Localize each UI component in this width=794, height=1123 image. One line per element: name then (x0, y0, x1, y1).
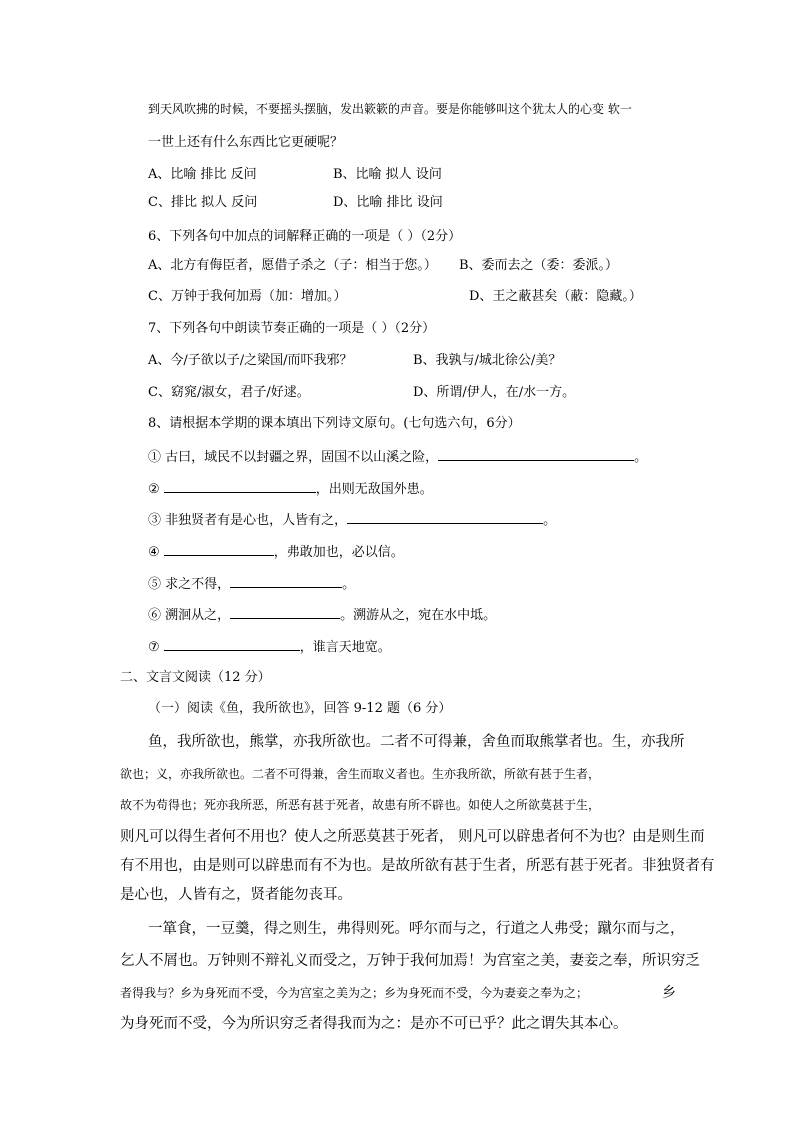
item-number: ③ (148, 513, 162, 528)
q7-option-c: C、窈窕/淑女，君子/好逑。 (148, 385, 310, 400)
q6-option-b: B、委而去之（委：委派。） (459, 258, 619, 273)
q7-stem: 7、下列各句中朗读节奏正确的一项是（ ）（2分） (148, 321, 436, 336)
passage-line: 鱼，我所欲也，熊掌，亦我所欲也。二者不可得兼，舍鱼而取熊掌者也。生，亦我所 (148, 734, 685, 750)
passage-line: 一箪食，一豆羹，得之则生，弗得则死。呼尔而与之，行道之人弗受；蹴尔而与之， (148, 921, 685, 937)
item-number: ⑦ (148, 640, 160, 655)
item-number: ② (148, 482, 160, 497)
q6-stem: 6、下列各句中加点的词解释正确的一项是（ ）（2分） (148, 229, 462, 244)
passage-line: 者得我与？乡为身死而不受，今为宫室之美为之；乡为身死而不受，今为妻妾之奉为之； (120, 986, 589, 1000)
passage-line: 故不为苟得也；死亦我所恶，所恶有甚于死者，故患有所不辟也。如使人之所欲莫甚于生， (120, 798, 601, 812)
passage-line: 欲也；义，亦我所欲也。二者不可得兼，舍生而取义者也。生亦我所欲，所欲有甚于生者， (120, 767, 601, 781)
item-number: ① (148, 450, 162, 465)
passage-line: 是心也，人皆有之，贤者能勿丧耳。 (120, 887, 352, 903)
q8-item-4 (148, 543, 404, 561)
q8-item-2 (148, 480, 433, 498)
item-number: ⑤ (148, 577, 162, 592)
q8-item-1 (148, 448, 647, 466)
passage-line: 则凡可以得生者何不用也？使人之所恶莫甚于死者， 则凡可以辟患者何不为也？由是则生而 (120, 829, 705, 845)
passage-line: 有不用也，由是则可以辟患而有不为也。是故所欲有甚于生者，所恶有甚于死者。非独贤者有 (120, 858, 715, 874)
q8-item-5 (148, 575, 355, 593)
q8-item-6 (148, 606, 496, 624)
item-number: ⑥ (148, 608, 162, 623)
item-text-after: 。 (634, 450, 648, 465)
item-text-after: 。 (543, 513, 557, 528)
answer-blank[interactable] (438, 448, 634, 461)
q5-option-b: B、比喻 拟人 设问 (333, 167, 442, 182)
passage-line: 乡 (662, 985, 676, 1001)
item-text-before: 非独贤者有是心也，人皆有之， (161, 513, 348, 528)
q5-line1: 到天风吹拂的时候，不要摇头摆脑，发出簌簌的声音。要是你能够叫这个犹太人的心变 软一 (148, 102, 632, 116)
q7-option-b: B、我孰与/城北徐公/美？ (413, 353, 562, 368)
q7-option-d: D、所谓/伊人，在/水一方。 (413, 385, 576, 400)
item-text-after: 。 (342, 577, 356, 592)
answer-blank[interactable] (230, 575, 342, 588)
q6-option-a: A、北方有侮臣者，愿借子杀之（子：相当于您。） (148, 258, 437, 273)
item-text-after: ，出则无敌国外患。 (315, 482, 433, 497)
answer-blank[interactable] (347, 511, 543, 524)
item-text-before: 古曰，域民不以封疆之界，固国不以山溪之险， (161, 450, 439, 465)
item-text-after: 。溯游从之，宛在水中坻。 (340, 608, 497, 623)
q5-option-c: C、排比 拟人 反问 (148, 195, 258, 210)
q8-item-3 (148, 511, 556, 529)
section-subtitle: （一）阅读《鱼，我所欲也》，回答 9-12 题（6 分） (148, 701, 452, 716)
q6-option-d: D、王之蔽甚矣（蔽：隐藏。） (469, 289, 642, 304)
answer-blank[interactable] (230, 606, 340, 619)
answer-blank[interactable] (164, 543, 274, 556)
section-title: 二、文言文阅读（12 分） (120, 670, 271, 685)
q6-option-c: C、万钟于我何加焉（加：增加。） (148, 289, 347, 304)
answer-blank[interactable] (164, 480, 316, 493)
answer-blank[interactable] (164, 638, 300, 651)
passage-line: 乞人不屑也。万钟则不辩礼义而受之，万钟于我何加焉！为宫室之美，妻妾之奉，所识穷乏 (120, 953, 700, 969)
item-text-after: ，谁言天地宽。 (299, 640, 391, 655)
q7-option-a: A、今/子欲以子/之梁国/而吓我邪？ (148, 353, 353, 368)
q8-item-7 (148, 638, 391, 656)
q5-option-d: D、比喻 排比 设问 (333, 195, 443, 210)
item-text-before: 溯洄从之， (161, 608, 231, 623)
passage-line: 为身死而不受，今为所识穷乏者得我而为之：是亦不可已乎？此之谓失其本心。 (120, 1016, 628, 1032)
item-text-after: ，弗敢加也，必以信。 (273, 545, 404, 560)
q5-line2: 一世上还有什么东西比它更硬呢？ (148, 135, 344, 150)
q5-option-a: A、比喻 排比 反问 (148, 167, 257, 182)
q8-stem: 8、请根据本学期的课本填出下列诗文原句。(七句选六句，6分） (148, 416, 521, 431)
item-text-before: 求之不得， (161, 577, 231, 592)
item-number: ④ (148, 545, 160, 560)
